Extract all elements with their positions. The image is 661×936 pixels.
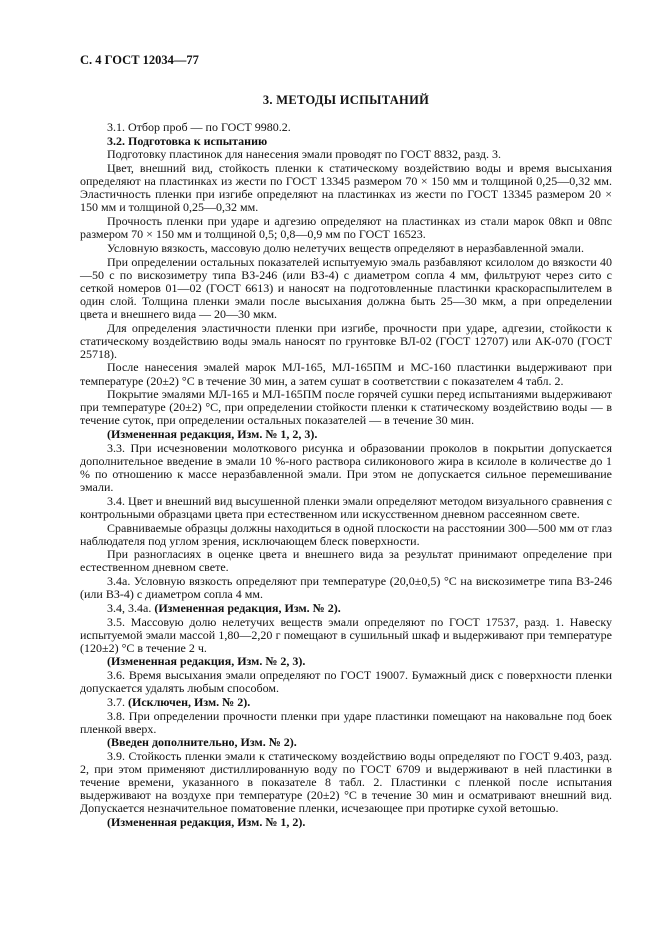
paragraph-text: Покрытие эмалями МЛ-165 и МЛ-165ПМ после горячей сушки перед испытаниями выдерживают при температуре (20±2) °С, при определении стойкости пленки к статическому воздействию воды — в течение суток, при определении остальных показателей — в течение 30 мин. <box>80 387 612 428</box>
paragraph <box>80 710 612 736</box>
paragraph-text: 3.8. При определении прочности пленки при ударе пластинки помещают на наковальне под боек пленкой вверх. <box>80 708 612 736</box>
paragraph <box>80 242 612 255</box>
paragraph-text: 3.1. Отбор проб — по ГОСТ 9980.2. <box>107 120 291 134</box>
paragraph <box>80 696 612 709</box>
paragraph <box>80 548 612 574</box>
paragraph-text: При определении остальных показателей испытуемую эмаль разбавляют ксилолом до вязкости 40—50 с по вискозиметру типа ВЗ-246 (или ВЗ-4) с диаметром сопла 4 мм, фильтруют через сито с сеткой номеров 01—02 (ГОСТ 6613) и наносят на подготовленные пластинки краскораспылителем в один слой. Толщина пленки эмали после высыхания должна быть 25—30 мкм, а при определении цвета и внешнего вида — 20—30 мкм. <box>80 254 612 321</box>
paragraph-text: Условную вязкость, массовую долю нелетучих веществ определяют в неразбавленной эмали. <box>107 240 584 255</box>
paragraph <box>80 522 612 548</box>
paragraph <box>80 616 612 655</box>
section-title: 3. МЕТОДЫ ИСПЫТАНИЙ <box>262 93 430 107</box>
paragraph <box>80 162 612 214</box>
paragraph <box>80 750 612 815</box>
paragraph-text: 3.4а. Условную вязкость определяют при температуре (20,0±0,5) °С на вискозиметре типа ВЗ-246 (или ВЗ-4) с диаметром сопла 4 мм. <box>80 574 612 602</box>
paragraph-text: При разногласиях в оценке цвета и внешнего вида за результат принимают определение при естественном дневном свете. <box>80 547 612 575</box>
paragraph <box>80 256 612 321</box>
paragraph-text: Сравниваемые образцы должны находиться в одной плоскости на расстоянии 300—500 мм от глаз наблюдателя под углом зрения, исключающем блеск поверхности. <box>80 520 612 548</box>
paragraph <box>80 135 612 148</box>
paragraph-text: 3.3. При исчезновении молоткового рисунка и образовании проколов в покрытии допускается дополнительное введение в эмали 10 %-ного раствора силиконового жира в ксилоле в количестве до 1 % по отношению к массе неразбавленной эмали. При этом не допускается сильное перемешивание эмали. <box>80 440 612 495</box>
paragraph-text: 3.4. Цвет и внешний вид высушенной пленки эмали определяют методом визуального сравнения с контрольными образцами цвета при естественном или искусственном дневном рассеянном свете. <box>80 493 612 521</box>
paragraph-text: 3.6. Время высыхания эмали определяют по ГОСТ 19007. Бумажный диск с поверхности пленки допускается удалять любым способом. <box>80 668 612 696</box>
paragraph <box>80 322 612 361</box>
paragraph-bold-text: (Введен дополнительно, Изм. № 2). <box>107 735 297 750</box>
page-header: С. 4 ГОСТ 12034—77 <box>80 53 199 67</box>
paragraph <box>80 442 612 494</box>
paragraph <box>80 148 612 161</box>
paragraph <box>80 428 612 441</box>
paragraph <box>80 575 612 601</box>
paragraph-text: 3.4, 3.4а. <box>107 600 155 615</box>
paragraph-bold-text: 3.2. Подготовка к испытанию <box>107 133 268 148</box>
paragraph <box>80 736 612 749</box>
paragraph <box>80 121 612 134</box>
paragraph-text: Прочность пленки при ударе и адгезию определяют на пластинках из стали марок 08кп и 08пс размером 70 × 150 мм и толщиной 0,5; 0,8—0,9 мм по ГОСТ 16523. <box>80 214 612 242</box>
paragraph <box>80 495 612 521</box>
paragraph-text: 3.9. Стойкость пленки эмали к статическому воздействию воды определяют по ГОСТ 9.403, разд. 2, при этом применяют дистиллированную воду по ГОСТ 6709 и выдерживают в ней пластинки в течение времени, указанного в показателе 8 табл. 2. Пластинки с пленкой после испытания выдерживают на воздухе при температуре (20±2) °С в течение 30 мин и осматривают внешний вид. Допускается незначительное поматовение пленки, исчезающее при протирке сухой ветошью. <box>80 749 612 816</box>
paragraph <box>80 602 612 615</box>
paragraph <box>80 388 612 427</box>
paragraph-bold-text: (Измененная редакция, Изм. № 1, 2, 3). <box>107 427 318 442</box>
paragraph-text: 3.7. <box>107 694 128 709</box>
document-body <box>80 121 612 830</box>
paragraph <box>80 669 612 695</box>
paragraph <box>80 816 612 829</box>
paragraph-text: Для определения эластичности пленки при изгибе, прочности при ударе, адгезии, стойкости к статическому воздействию воды эмаль наносят по грунтовке ВЛ-02 (ГОСТ 12707) или АК-070 (ГОСТ 25718). <box>80 320 612 361</box>
paragraph-bold-text: (Измененная редакция, Изм. № 2). <box>154 600 341 615</box>
paragraph-bold-text: (Измененная редакция, Изм. № 2, 3). <box>107 654 306 669</box>
paragraph-text: Цвет, внешний вид, стойкость пленки к статическому воздействию воды и время высыхания определяют на пластинках из жести по ГОСТ 13345 размером 70 × 150 мм и толщиной 0,25—0,32 мм. Эластичность пленки при изгибе определяют на пластинках из жести по ГОСТ 13345 размером 20 × 150 мм и толщиной 0,25—0,32 мм. <box>80 161 612 215</box>
paragraph <box>80 215 612 241</box>
paragraph-bold-text: (Исключен, Изм. № 2). <box>128 694 251 709</box>
paragraph-bold-text: (Измененная редакция, Изм. № 1, 2). <box>107 815 306 830</box>
paragraph-text: Подготовку пластинок для нанесения эмали проводят по ГОСТ 8832, разд. 3. <box>107 147 501 162</box>
paragraph <box>80 361 612 387</box>
paragraph-text: 3.5. Массовую долю нелетучих веществ эмали определяют по ГОСТ 17537, разд. 1. Навеску испытуемой эмали массой 1,80—2,20 г помещают в сушильный шкаф и выдерживают при температуре (120±2) °С в течение 2 ч. <box>80 614 612 655</box>
paragraph <box>80 655 612 668</box>
paragraph-text: После нанесения эмалей марок МЛ-165, МЛ-165ПМ и МС-160 пластинки выдерживают при температуре (20±2) °С в течение 30 мин, а затем сушат в соответствии с показателем 4 табл. 2. <box>80 360 612 388</box>
